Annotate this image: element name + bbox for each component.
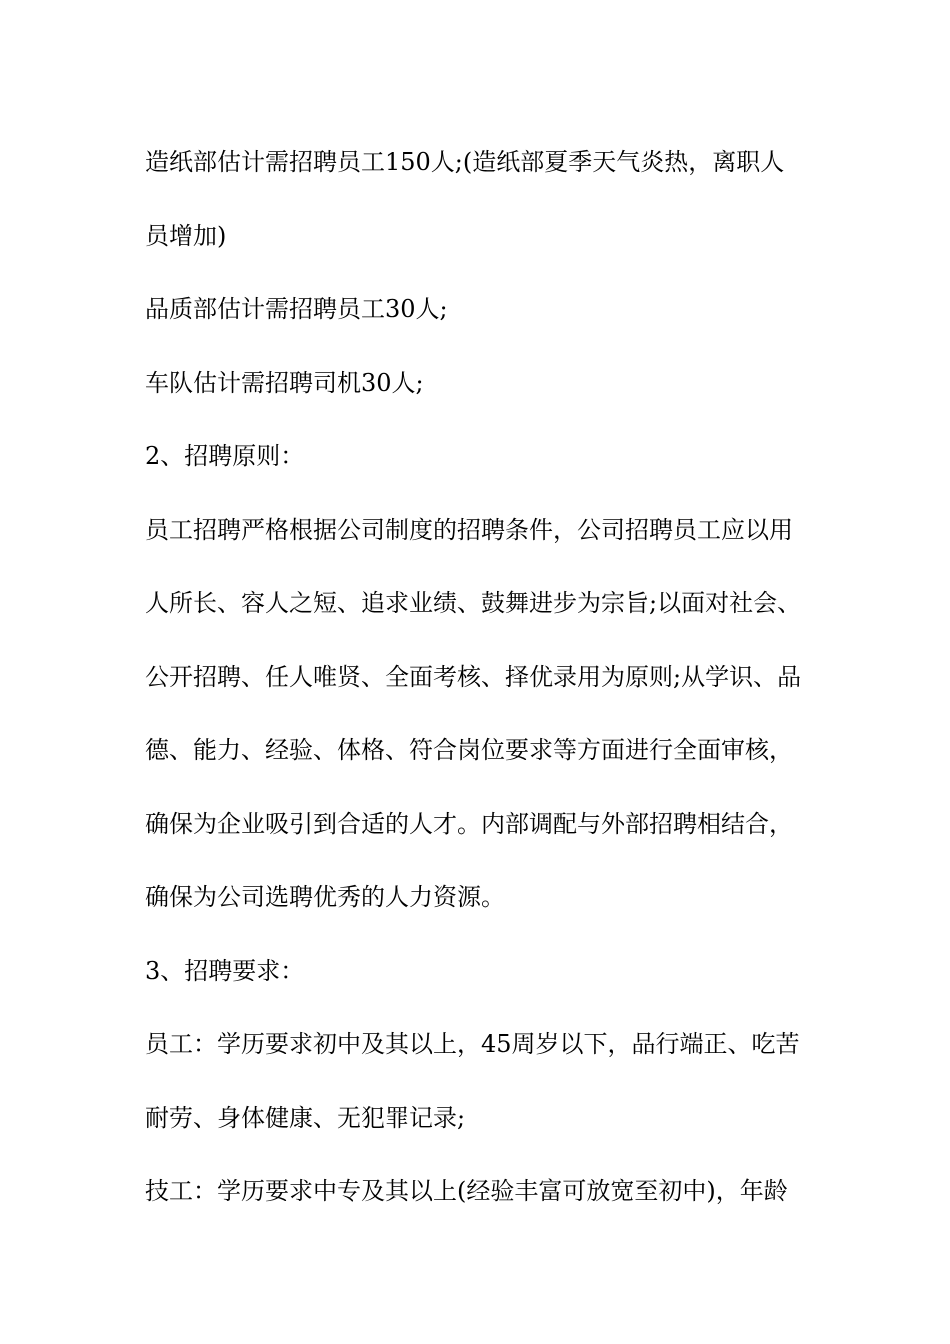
text-line-staff-req-1: 员工：学历要求初中及其以上，45周岁以下，品行端正、吃苦	[145, 1030, 800, 1058]
text-line-paper-dept-cont: 员增加)	[145, 221, 227, 250]
text-line-principles-3: 公开招聘、任人唯贤、全面考核、择优录用为原则;从学识、品	[145, 662, 802, 691]
text-line-principles-5: 确保为企业吸引到合适的人才。内部调配与外部招聘相结合，	[145, 809, 793, 838]
text-line-fleet: 车队估计需招聘司机30人;	[145, 368, 424, 397]
text-line-quality-dept: 品质部估计需招聘员工30人;	[145, 295, 448, 323]
text-line-principles-4: 德、能力、经验、体格、符合岗位要求等方面进行全面审核，	[145, 736, 793, 764]
text-line-paper-dept: 造纸部估计需招聘员工150人;(造纸部夏季天气炎热，离职人	[145, 148, 785, 176]
document-body	[145, 126, 815, 1229]
text-line-principles-6: 确保为公司选聘优秀的人力资源。	[145, 883, 505, 911]
section-heading-requirements: 3、招聘要求：	[145, 956, 305, 985]
section-heading-principles: 2、招聘原则：	[145, 442, 305, 470]
text-line-principles-1: 员工招聘严格根据公司制度的招聘条件，公司招聘员工应以用	[145, 515, 793, 544]
text-line-staff-req-2: 耐劳、身体健康、无犯罪记录;	[145, 1103, 466, 1132]
text-line-principles-2: 人所长、容人之短、追求业绩、鼓舞进步为宗旨;以面对社会、	[145, 589, 802, 617]
text-line-technician-req: 技工：学历要求中专及其以上(经验丰富可放宽至初中)，年龄	[145, 1177, 788, 1205]
